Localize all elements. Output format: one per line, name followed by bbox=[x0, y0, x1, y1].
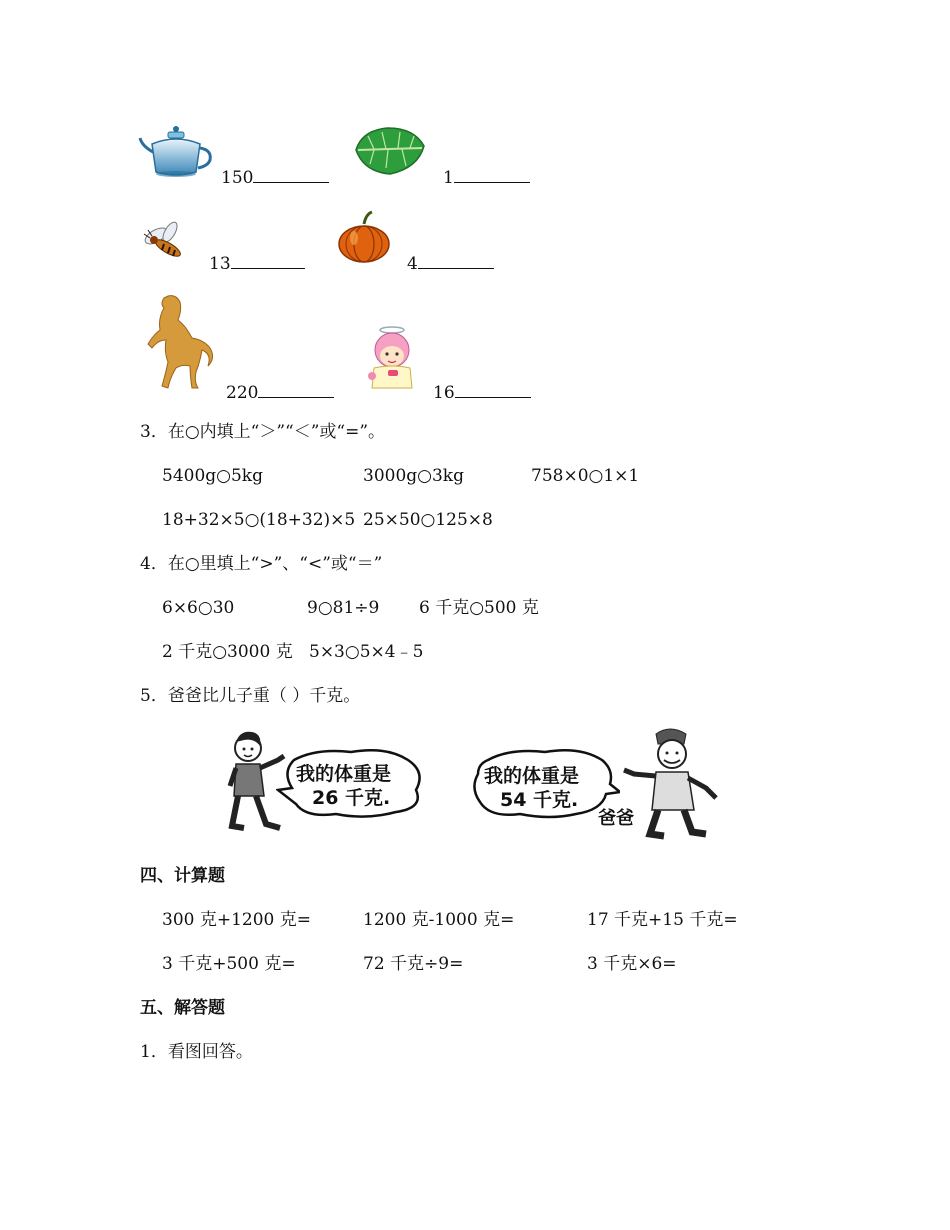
q3-item: 18+32×5○(18+32)×5 bbox=[162, 510, 356, 530]
section4-title: 四、计算题 bbox=[140, 866, 225, 886]
calc-item: 3 千克+500 克= bbox=[162, 954, 296, 974]
pumpkin-image bbox=[336, 210, 392, 264]
q3-title: 3．在○内填上“＞”“＜”或“=”。 bbox=[140, 422, 386, 442]
dad-label: 爸爸 bbox=[598, 808, 634, 829]
q4-title: 4．在○里填上“>”、“<”或“＝” bbox=[140, 554, 383, 574]
bee-weight: 13 bbox=[209, 252, 305, 274]
leaf-image bbox=[352, 124, 428, 178]
q4-item: 6×6○30 bbox=[162, 598, 235, 618]
baby-image bbox=[362, 324, 420, 390]
leaf-weight: 1 bbox=[443, 166, 530, 188]
q5-title: 5．爸爸比儿子重（ ）千克。 bbox=[140, 686, 361, 706]
pumpkin-weight: 4 bbox=[407, 252, 494, 274]
horse-image bbox=[146, 292, 216, 390]
teapot-image bbox=[138, 122, 214, 178]
q4-item: 6 千克○500 克 bbox=[419, 598, 539, 618]
calc-item: 300 克+1200 克= bbox=[162, 910, 312, 930]
q3-item: 25×50○125×8 bbox=[363, 510, 493, 530]
q4-item: 2 千克○3000 克 bbox=[162, 642, 293, 662]
dad-bubble-line2: 54 千克. bbox=[500, 789, 579, 811]
calc-item: 1200 克-1000 克= bbox=[363, 910, 515, 930]
teapot-weight: 150 bbox=[221, 166, 329, 188]
calc-item: 3 千克×6= bbox=[587, 954, 677, 974]
calc-item: 72 千克÷9= bbox=[363, 954, 464, 974]
q4-item: 9○81÷9 bbox=[307, 598, 380, 618]
dad-figure bbox=[620, 726, 720, 840]
calc-item: 17 千克+15 千克= bbox=[587, 910, 738, 930]
q4-item: 5×3○5×4﹣5 bbox=[309, 642, 424, 662]
q3-item: 5400g○5kg bbox=[162, 466, 263, 486]
q3-item: 3000g○3kg bbox=[363, 466, 464, 486]
horse-weight: 220 bbox=[226, 381, 334, 403]
section5-title: 五、解答题 bbox=[140, 998, 225, 1018]
q3-item: 758×0○1×1 bbox=[531, 466, 640, 486]
bee-image bbox=[140, 220, 190, 266]
son-bubble-line2: 26 千克. bbox=[312, 787, 391, 809]
section5-q1: 1．看图回答。 bbox=[140, 1042, 253, 1062]
son-bubble-line1: 我的体重是 bbox=[296, 763, 392, 785]
dad-bubble-line1: 我的体重是 bbox=[484, 765, 580, 787]
baby-weight: 16 bbox=[433, 381, 531, 403]
